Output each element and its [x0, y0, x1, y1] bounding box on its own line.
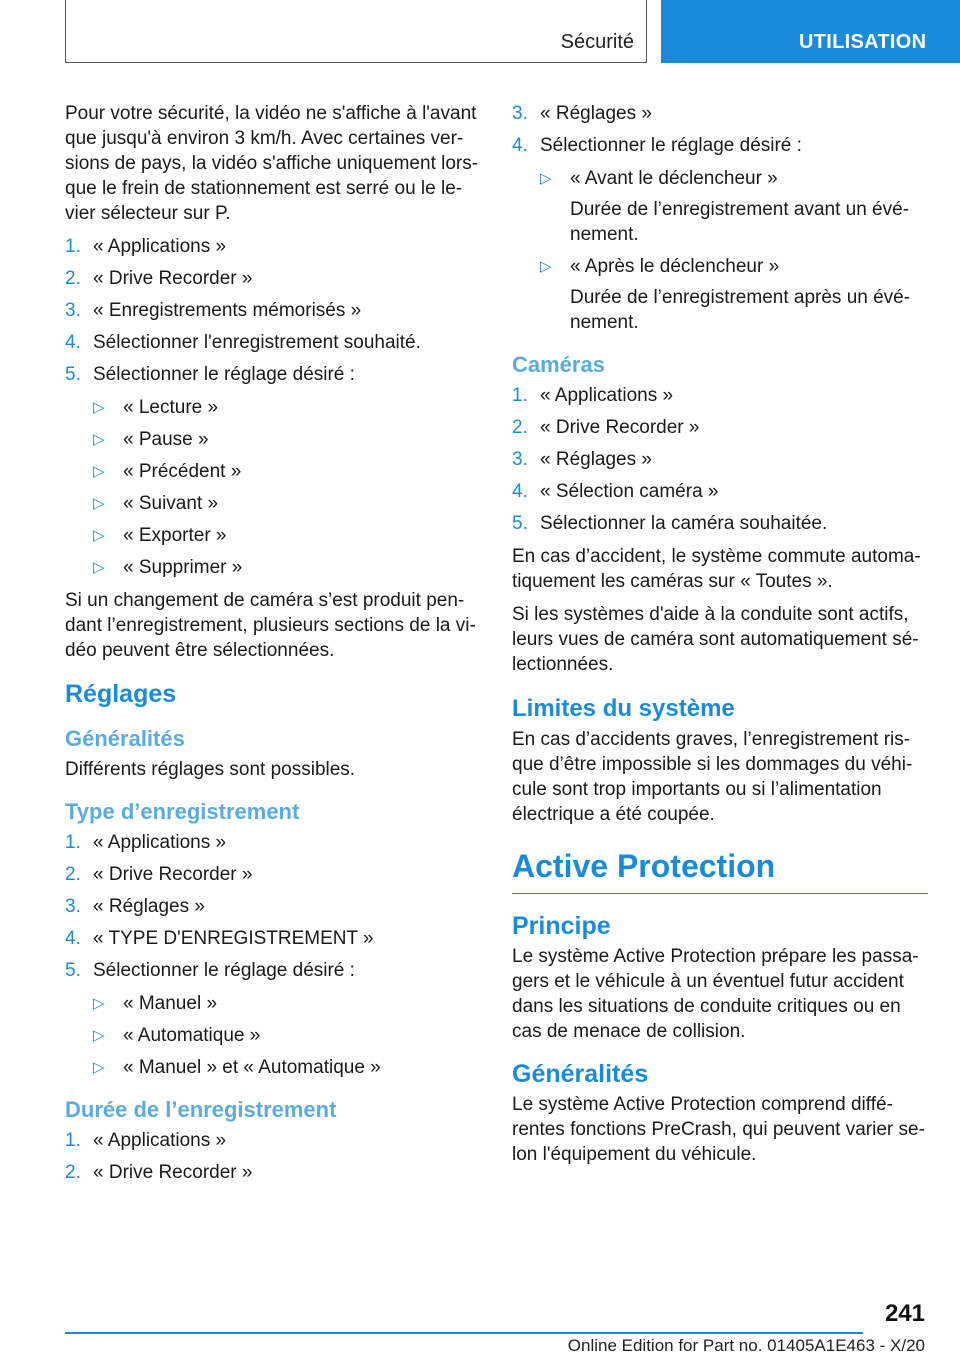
header-tab-label: UTILISATION: [799, 31, 927, 53]
triangle-bullet-icon: ▷: [93, 495, 105, 512]
playback-steps: [65, 234, 485, 580]
heading-duree-enregistrement: Durée de l’enregistrement: [65, 1097, 337, 1122]
heading-principe: Principe: [512, 912, 611, 940]
list-item: ▷ « Supprimer »: [93, 557, 243, 578]
list-item: ▷ « Manuel »: [93, 993, 218, 1014]
list-item: ▷ « Automatique »: [93, 1025, 261, 1046]
heading-generalites: Généralités: [65, 726, 185, 751]
camera-assist-paragraph: Si les systèmes d'aide à la conduite sont actifs, leurs vues de caméra sont automatiquement sélectionnées.: [512, 604, 919, 675]
triangle-bullet-icon: ▷: [93, 559, 105, 576]
footer-edition: Online Edition for Part no. 01405A1E463 - X/20: [567, 1336, 925, 1355]
list-item: 3. « Réglages »: [512, 449, 652, 470]
list-item: 1. « Applications »: [65, 236, 227, 257]
type-steps: [65, 830, 485, 1080]
list-item: 4. Sélectionner l'enregistrement souhaité.: [65, 332, 421, 353]
footer-divider: [65, 1332, 863, 1334]
list-item: 1. « Applications »: [512, 385, 674, 406]
list-item: 1. « Applications »: [65, 832, 227, 853]
heading-generalites-right: Généralités: [512, 1060, 649, 1088]
list-item: ▷ « Lecture »: [93, 397, 219, 418]
camera-change-paragraph: Si un changement de caméra s’est produit pendant l’enregistrement, plusieurs sections de la vidéo peuvent être sélectionnées.: [65, 590, 476, 661]
list-item: 3. « Réglages »: [65, 896, 205, 917]
generalites-right-paragraph: Le système Active Protection comprend différentes fonctions PreCrash, qui peuvent varier selon l'équipement du véhicule.: [512, 1094, 925, 1165]
right-column: [512, 101, 928, 1175]
left-column: [65, 101, 485, 1193]
generalites-paragraph: Différents réglages sont possibles.: [65, 759, 356, 780]
list-item: 2. « Drive Recorder »: [512, 417, 700, 438]
type-options: [93, 991, 485, 1080]
triangle-bullet-icon: ▷: [93, 399, 105, 416]
list-item: ▷ « Pause »: [93, 429, 209, 450]
triangle-bullet-icon: ▷: [93, 527, 105, 544]
list-item: 5. Sélectionner la caméra souhaitée.: [512, 513, 828, 534]
list-item: 4. Sélectionner le réglage désiré : ▷ « Avant le déclencheur » Durée de l’enregistrement avant un événement. ▷ « Après le déclencheur » Durée de l’enregistrement après un événement.: [512, 133, 928, 335]
list-item: 2. « Drive Recorder »: [65, 268, 253, 289]
camera-accident-paragraph: En cas d’accident, le système commute automatiquement les caméras sur « Toutes ».: [512, 546, 921, 592]
triangle-bullet-icon: ▷: [93, 1059, 105, 1076]
list-item: ▷ « Précédent »: [93, 461, 242, 482]
list-item: ▷ « Manuel » et « Automatique »: [93, 1057, 381, 1078]
header-section-title: Sécurité: [560, 31, 634, 53]
triangle-bullet-icon: ▷: [93, 1027, 105, 1044]
intro-paragraph: Pour votre sécurité, la vidéo ne s'affiche à l'avant que jusqu'à environ 3 km/h. Avec certaines versions de pays, la vidéo s'affiche uniquement lorsque le frein de stationnement est serré ou le levier sélecteur sur P.: [65, 103, 479, 224]
triangle-bullet-icon: ▷: [93, 431, 105, 448]
heading-cameras: Caméras: [512, 352, 605, 377]
list-item: 2. « Drive Recorder »: [65, 1162, 253, 1183]
list-item: 3. « Réglages »: [512, 103, 652, 124]
limites-paragraph: En cas d’accidents graves, l’enregistrement risque d’être impossible si les dommages du véhicule sont trop importants ou si l’alimentation électrique a été coupée.: [512, 729, 913, 825]
triangle-bullet-icon: ▷: [540, 258, 552, 275]
duree-steps-right: [512, 101, 928, 335]
duree-options: [540, 166, 928, 335]
triangle-bullet-icon: ▷: [540, 170, 552, 187]
triangle-bullet-icon: ▷: [93, 995, 105, 1012]
camera-steps: [512, 383, 928, 536]
header-section-box: [65, 0, 647, 63]
triangle-bullet-icon: ▷: [93, 463, 105, 480]
list-item: 2. « Drive Recorder »: [65, 864, 253, 885]
principe-paragraph: Le système Active Protection prépare les passagers et le véhicule à un éventuel futur accident dans les situations de conduite critiques ou en cas de menace de collision.: [512, 946, 919, 1042]
list-item: 3. « Enregistrements mémorisés »: [65, 300, 362, 321]
playback-options: [93, 395, 485, 580]
list-item: ▷ « Après le déclencheur » Durée de l’enregistrement après un événement.: [540, 256, 911, 333]
list-item: 4. « Sélection caméra »: [512, 481, 719, 502]
list-item: 1. « Applications »: [65, 1130, 227, 1151]
heading-reglages: Réglages: [65, 680, 177, 708]
page-number: 241: [884, 1300, 925, 1327]
heading-type-enregistrement: Type d’enregistrement: [65, 799, 300, 824]
list-item: 5. Sélectionner le réglage désiré : ▷ « Manuel » ▷ « Automatique » ▷ « Manuel » et « Automatique »: [65, 958, 485, 1080]
heading-active-protection: Active Protection: [512, 847, 928, 894]
heading-limites-systeme: Limites du système: [512, 695, 735, 722]
list-item: ▷ « Exporter »: [93, 525, 227, 546]
list-item: 4. « TYPE D'ENREGISTREMENT »: [65, 928, 374, 949]
list-item: 5. Sélectionner le réglage désiré : ▷ « Lecture » ▷ « Pause » ▷ « Précédent » ▷ « Suivant » ▷ « Exporter » ▷ « Supprimer »: [65, 362, 485, 580]
list-item: ▷ « Avant le déclencheur » Durée de l’enregistrement avant un événement.: [540, 168, 910, 245]
list-item: ▷ « Suivant »: [93, 493, 219, 514]
header-tab: [661, 0, 960, 63]
duree-steps-left: [65, 1128, 485, 1185]
